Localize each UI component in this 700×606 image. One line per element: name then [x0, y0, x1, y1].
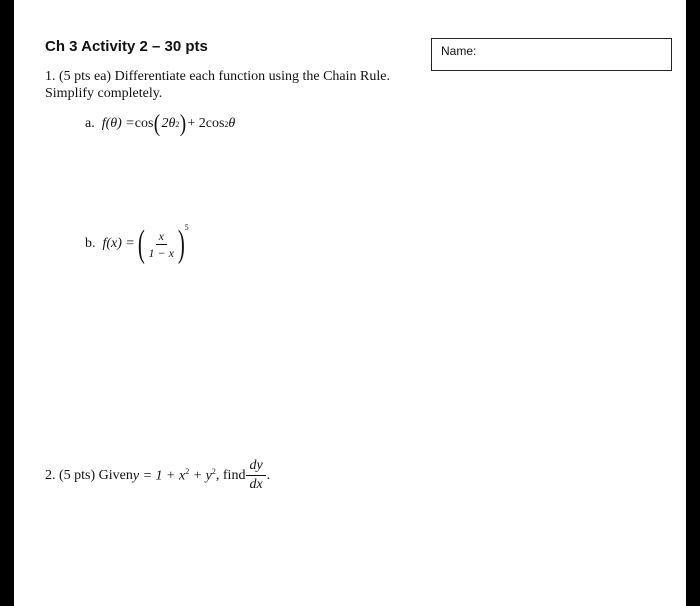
question-2-prefix: 2. (5 pts) Given — [45, 467, 133, 483]
question-1-line-1: 1. (5 pts ea) Differentiate each function using the Chain Rule. — [45, 69, 390, 84]
question-2-numerator: dy — [246, 458, 265, 476]
part-a-inner: 2θ — [161, 116, 176, 131]
name-field[interactable] — [431, 38, 672, 71]
left-border — [0, 0, 14, 606]
question-2-y-exp: 2 — [211, 466, 216, 476]
right-border — [686, 0, 700, 606]
question-2 — [45, 458, 270, 493]
part-b-numerator: x — [156, 229, 167, 245]
page-title: Ch 3 Activity 2 – 30 pts — [45, 38, 208, 55]
question-2-period: . — [266, 467, 271, 483]
question-2-derivative — [246, 458, 265, 493]
part-a-cos2-exp: 2 — [224, 119, 229, 129]
part-b-fraction — [149, 229, 174, 260]
part-a-cos2: cos — [205, 116, 225, 131]
part-b-expression — [135, 225, 189, 263]
question-1 — [45, 68, 390, 102]
part-a-label: a. — [85, 116, 95, 131]
part-a-close-paren: ) — [180, 111, 187, 137]
name-label: Name: — [441, 44, 477, 58]
question-2-find: , find — [215, 467, 246, 483]
part-b-denominator: 1 − x — [148, 245, 174, 260]
question-2-equation-start: y = 1 + x — [132, 468, 186, 484]
part-b-label: b. — [85, 236, 96, 251]
part-b-close-paren: ) — [177, 223, 185, 265]
question-2-plus-y: + y — [189, 468, 212, 484]
part-a-cos: cos — [134, 116, 154, 131]
part-b-lhs: f(x) = — [102, 236, 135, 251]
question-2-equation — [133, 467, 216, 485]
question-2-denominator: dx — [249, 477, 263, 492]
part-b-open-paren: ( — [137, 223, 145, 265]
question-1-line-2: Simplify completely. — [45, 86, 163, 101]
question-2-x-exp: 2 — [185, 466, 190, 476]
part-b-exponent: 5 — [184, 223, 189, 232]
question-1a — [85, 112, 235, 136]
part-a-plus: + 2 — [187, 116, 206, 131]
question-1b — [85, 225, 189, 263]
part-a-open-paren: ( — [154, 111, 161, 137]
part-a-inner-exp: 2 — [175, 119, 180, 129]
part-a-lhs: f(θ) = — [101, 116, 135, 131]
part-a-theta: θ — [228, 116, 236, 131]
